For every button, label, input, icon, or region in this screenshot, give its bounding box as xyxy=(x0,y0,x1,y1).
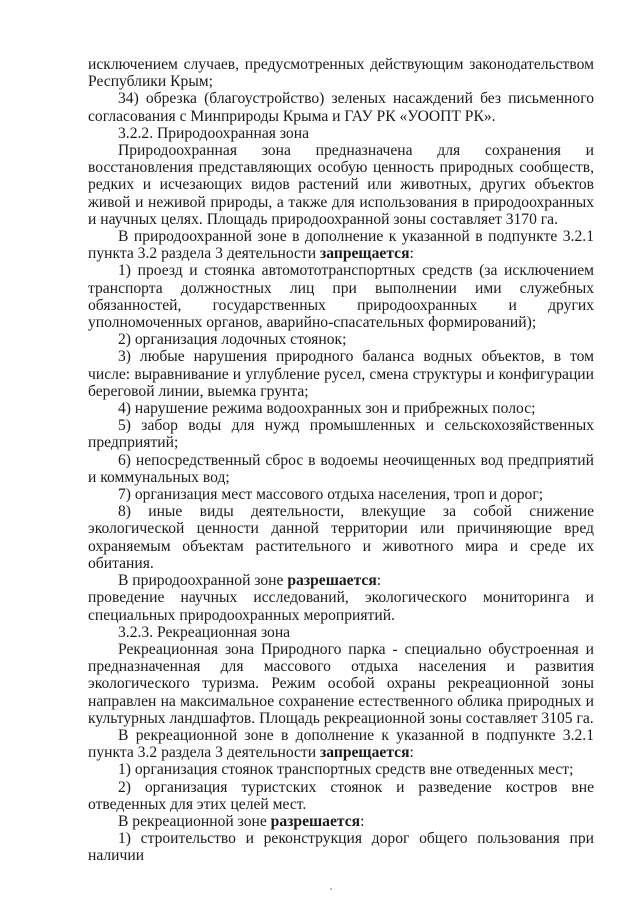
list-item-34: 34) обрезка (благоустройство) зеленых насаждений без письменного согласования с Минприроды Крыма и ГАУ РК «УООПТ РК». xyxy=(88,90,594,125)
scan-speck xyxy=(330,888,332,890)
bold-prohibited: запрещается xyxy=(320,744,410,762)
text-run: : xyxy=(376,572,382,590)
bold-allowed: разрешается xyxy=(287,572,377,590)
list-item: 4) нарушение режима водоохранных зон и прибрежных полос; xyxy=(118,400,536,418)
list-item: 1) строительство и реконструкция дорог общего пользования при наличии xyxy=(88,830,594,865)
list-item: 1) организация стоянок транспортных средств вне отведенных мест; xyxy=(118,761,574,779)
paragraph-nature-zone-purpose: Природоохранная зона предназначена для сохранения и восстановления представляющих особую ценность природных сообществ, редких и исчезающих видов растений или животных, других объектов живой и неживой природы, а также для использования в природоохранных и научных целях. Площадь природоохранной зоны составляет 3170 га. xyxy=(88,142,594,228)
section-heading-3-2-2: 3.2.2. Природоохранная зона xyxy=(118,124,310,142)
text-run: : xyxy=(360,812,365,830)
paragraph-recreation-zone-purpose: Рекреационная зона Природного парка - специально обустроенная и предназначенная для массового отдыха населения и развития экологического туризма. Режим особой охраны рекреационной зоны направлен на максимальное сохранение естественного облика природных и культурных ландшафтов. Площадь рекреационной зоны составляет 3105 га. xyxy=(88,640,594,727)
paragraph-nature-zone-allowed xyxy=(88,572,594,589)
paragraph-allowed-activities: проведение научных исследований, экологического мониторинга и специальных природоохранных мероприятий. xyxy=(88,589,594,624)
list-item: 5) забор воды для нужд промышленных и сельскохозяйственных предприятий; xyxy=(88,417,594,452)
text-run: В природоохранной зоне в дополнение к указанной в подпункте 3.2.1 пункта 3.2 раздела 3 деятельности xyxy=(88,228,594,263)
list-item: 6) непосредственный сброс в водоемы неочищенных вод предприятий и коммунальных вод; xyxy=(88,451,594,486)
text-run: В рекреационной зоне в дополнение к указанной в подпункте 3.2.1 пункта 3.2 раздела 3 деятельности xyxy=(88,726,594,762)
list-item: 2) организация туристских стоянок и разведение костров вне отведенных для этих целей мест. xyxy=(88,778,594,813)
list-item: 1) проезд и стоянка автомототранспортных средств (за исключением транспорта должностных лиц при выполнении ими служебных обязанностей, государственных природоохранных и других уполномоченных органов, аварийно-спасательных формирований); xyxy=(88,262,594,332)
bold-prohibited: запрещается xyxy=(320,245,410,263)
text-run: : xyxy=(409,744,414,762)
text-run: В природоохранной зоне xyxy=(118,572,288,590)
bold-allowed: разрешается xyxy=(270,812,361,830)
list-item: 3) любые нарушения природного баланса водных объектов, в том числе: выравнивание и углубление русел, смена структуры и конфигурации береговой линии, выемка грунта; xyxy=(88,348,594,400)
list-item: 8) иные виды деятельности, влекущие за собой снижение экологической ценности данной территории или причиняющие вред охраняемым объектам растительного и животного мира и среде их обитания. xyxy=(88,503,594,572)
text-run: : xyxy=(409,245,414,263)
list-item: 2) организация лодочных стоянок; xyxy=(118,331,347,349)
text-run: В рекреационной зоне xyxy=(118,812,271,830)
document-body xyxy=(88,56,594,865)
paragraph-nature-zone-prohibited xyxy=(88,228,594,262)
paragraph-continuation: исключением случаев, предусмотренных действующим законодательством Республики Крым; xyxy=(88,56,594,91)
list-item: 7) организация мест массового отдыха населения, троп и дорог; xyxy=(118,486,544,504)
section-heading-3-2-3: 3.2.3. Рекреационная зона xyxy=(118,623,291,641)
paragraph-recreation-zone-allowed xyxy=(88,813,594,830)
paragraph-recreation-zone-prohibited xyxy=(88,727,594,761)
